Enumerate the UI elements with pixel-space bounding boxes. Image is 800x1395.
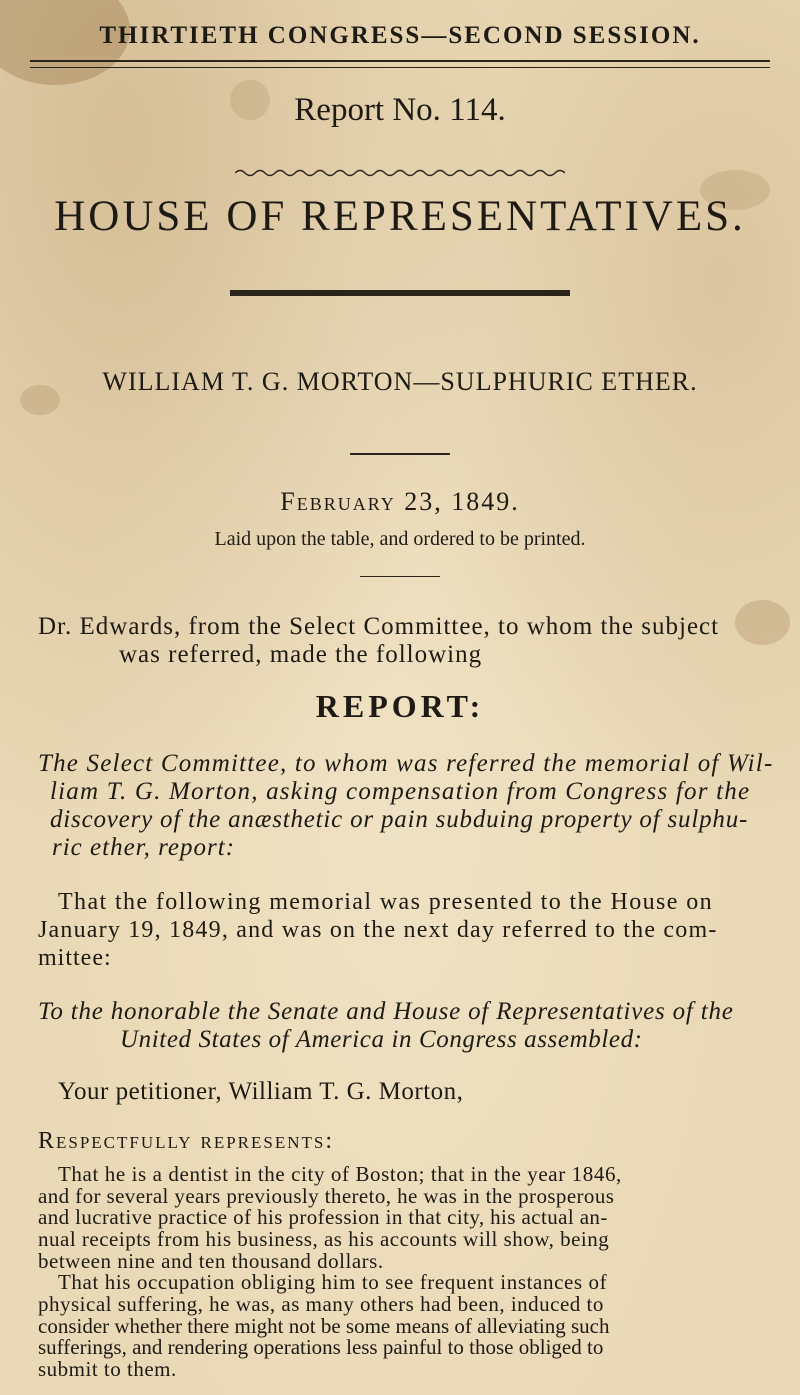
dentist-line-4: nual receipts from his business, as his accounts will show, being [38,1227,610,1251]
committee-line-4: ric ether, report: [52,834,236,861]
occupation-line-3: consider whether there might not be some means of alleviating such [38,1313,610,1338]
header-rule [30,60,770,68]
memorial-line-3: mittee: [38,945,112,971]
stain-right [735,600,790,645]
date-line: February 23, 1849. [280,487,520,516]
dentist-line-2: and for several years previously thereto, he was in the prosperous [38,1183,615,1208]
dentist-line-3: and lucrative practice of his profession in that city, his actual an- [38,1205,608,1230]
occupation-line-5: submit to them. [38,1357,177,1381]
laid-note: Laid upon the table, and ordered to be printed. [214,528,586,550]
date-rule [360,576,440,577]
occupation-line-4: sufferings, and rendering operations less painful to those obliged to [38,1335,604,1360]
dentist-line-5: between nine and ten thousand dollars. [38,1248,384,1273]
committee-line-2: liam T. G. Morton, asking compensation from Congress for the [50,778,751,805]
congress-session-heading: THIRTIETH CONGRESS—SECOND SESSION. [99,22,701,49]
intro-line-2: was referred, made the following [119,641,483,668]
petitioner-line: Your petitioner, William T. G. Morton, [58,1078,464,1105]
intro-line-1: Dr. Edwards, from the Select Committee, to whom the subject [38,613,720,640]
committee-line-3: discovery of the anæsthetic or pain subduing property of sulphu- [50,806,749,833]
dentist-line-1: That he is a dentist in the city of Boston; that in the year 1846, [58,1162,622,1186]
represents-line: Respectfully represents: [38,1128,335,1154]
committee-line-1: The Select Committee, to whom was referred the memorial of Wil- [38,750,774,777]
chamber-heading: HOUSE OF REPRESENTATIVES. [54,193,746,240]
report-heading: REPORT: [315,688,485,724]
wavy-divider [235,168,565,178]
occupation-line-1: That his occupation obliging him to see frequent instances of [58,1270,608,1295]
title-rule [350,453,450,455]
memorial-line-1: That the following memorial was presented to the House on [58,889,713,915]
address-line-1: To the honorable the Senate and House of Representatives of the [38,998,734,1025]
occupation-line-2: physical suffering, he was, as many others had been, induced to [38,1292,604,1316]
address-line-2: United States of America in Congress assembled: [120,1026,643,1053]
report-number: Report No. 114. [294,92,506,128]
heavy-rule [230,290,570,296]
document-title: WILLIAM T. G. MORTON—SULPHURIC ETHER. [102,367,698,396]
memorial-line-2: January 19, 1849, and was on the next day referred to the com- [38,917,718,943]
